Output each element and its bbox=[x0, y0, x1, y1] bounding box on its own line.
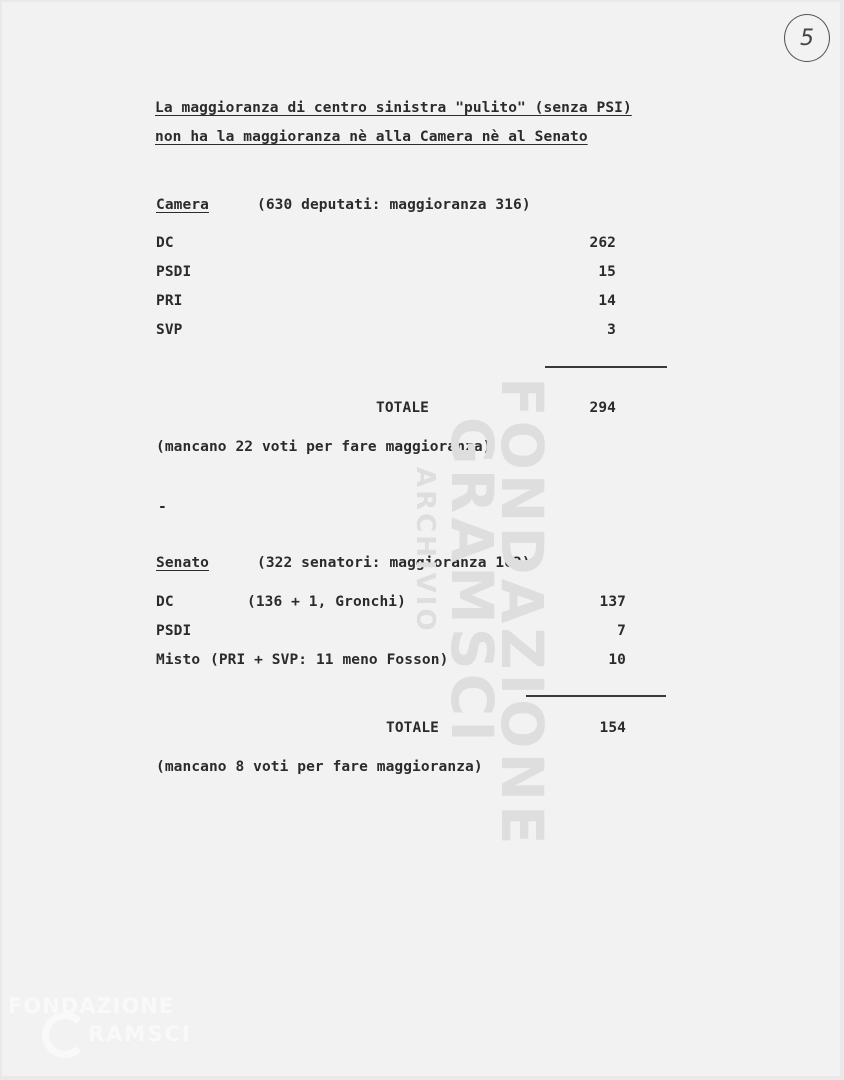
senato-row-party: DC bbox=[156, 594, 174, 610]
senato-label: Senato bbox=[156, 555, 209, 571]
camera-row-party: PRI bbox=[156, 293, 183, 309]
senato-total-label: TOTALE bbox=[386, 720, 439, 736]
watermark-line-1: FONDAZIONE bbox=[488, 377, 556, 849]
logo-g-icon bbox=[42, 1012, 88, 1058]
senato-note: (322 senatori: maggioranza 162) bbox=[257, 555, 531, 571]
camera-row-value: 15 bbox=[598, 264, 616, 280]
camera-row-party: DC bbox=[156, 235, 174, 251]
document-page bbox=[2, 2, 840, 1076]
senato-missing-note: (mancano 8 voti per fare maggioranza) bbox=[156, 759, 483, 775]
senato-row-detail: (PRI + SVP: 11 meno Fosson) bbox=[210, 652, 449, 668]
fondazione-logo bbox=[8, 986, 238, 1066]
watermark-line-2: GRAMSCI bbox=[438, 417, 506, 746]
senato-total-value: 154 bbox=[599, 720, 626, 736]
senato-row-value: 7 bbox=[617, 623, 626, 639]
logo-line-2: RAMSCI bbox=[88, 1022, 192, 1046]
camera-row-party: SVP bbox=[156, 322, 183, 338]
camera-total-label: TOTALE bbox=[376, 400, 429, 416]
senato-row-party: PSDI bbox=[156, 623, 192, 639]
archive-watermark bbox=[397, 342, 556, 982]
senato-row-value: 137 bbox=[599, 594, 626, 610]
camera-total-value: 294 bbox=[589, 400, 616, 416]
camera-row-value: 262 bbox=[589, 235, 616, 251]
camera-row-value: 3 bbox=[607, 322, 616, 338]
separator-dash: - bbox=[158, 499, 167, 515]
camera-sum-rule bbox=[545, 366, 667, 368]
senato-row-value: 10 bbox=[608, 652, 626, 668]
camera-row-party: PSDI bbox=[156, 264, 192, 280]
camera-label: Camera bbox=[156, 197, 209, 213]
camera-missing-note: (mancano 22 voti per fare maggioranza) bbox=[156, 439, 492, 455]
heading-line-1: La maggioranza di centro sinistra "pulito" (senza PSI) bbox=[155, 100, 632, 116]
heading-line-2: non ha la maggioranza nè alla Camera nè al Senato bbox=[155, 129, 588, 145]
page-number-circle bbox=[784, 14, 830, 62]
senato-row-party: Misto bbox=[156, 652, 201, 668]
senato-row-detail: (136 + 1, Gronchi) bbox=[247, 594, 406, 610]
page-number: 5 bbox=[800, 25, 814, 51]
camera-row-value: 14 bbox=[598, 293, 616, 309]
watermark-line-3: ARCHIVIO bbox=[410, 467, 440, 634]
camera-note: (630 deputati: maggioranza 316) bbox=[257, 197, 531, 213]
logo-line-1: FONDAZIONE bbox=[8, 994, 175, 1018]
